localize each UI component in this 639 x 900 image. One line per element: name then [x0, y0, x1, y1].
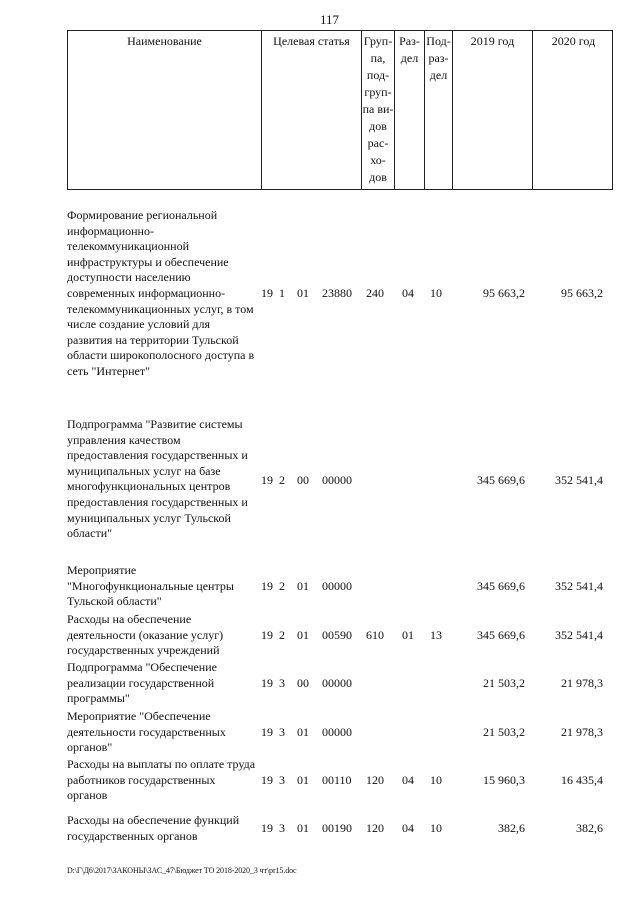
target-event: 01 [297, 725, 309, 739]
target-direction: 23880 [322, 286, 352, 300]
target-subprogram: 1 [279, 286, 285, 300]
target-program: 19 [261, 676, 273, 690]
subsection: 13 [430, 628, 442, 642]
value-2019: 345 669,6 [477, 628, 525, 642]
value-2020: 95 663,2 [561, 286, 603, 300]
header-target-article: Целевая статья [261, 31, 361, 189]
target-subprogram: 3 [279, 725, 285, 739]
target-subprogram: 2 [279, 473, 285, 487]
value-2020: 21 978,3 [561, 725, 603, 739]
target-program: 19 [261, 773, 273, 787]
expense-group: 240 [366, 286, 384, 300]
value-2020: 382,6 [576, 821, 603, 835]
header-name: Наименование [127, 34, 202, 48]
row-name: Мероприятие "Многофункциональные центры Тульской области" [67, 563, 234, 609]
value-2019: 15 960,3 [483, 773, 525, 787]
row-name: Подпрограмма "Развитие системы управления качеством предоставления государственных и муниципальных услуг на базе многофункциональных центров предоставления государственных и муниципальных услуг Тульской области" [67, 417, 248, 541]
target-event: 00 [297, 473, 309, 487]
value-2020: 16 435,4 [561, 773, 603, 787]
target-event: 01 [297, 579, 309, 593]
value-2019: 95 663,2 [483, 286, 525, 300]
target-direction: 00000 [322, 579, 352, 593]
row-name: Расходы на выплаты по оплате труда работников государственных органов [67, 757, 256, 803]
target-direction: 00000 [322, 725, 352, 739]
header-year-2019: 2019 год [452, 31, 532, 189]
subsection: 10 [430, 821, 442, 835]
target-direction: 00590 [322, 628, 352, 642]
row-name: Подпрограмма "Обеспечение реализации государственной программы" [67, 660, 217, 706]
target-program: 19 [261, 473, 273, 487]
target-program: 19 [261, 628, 273, 642]
section: 04 [402, 821, 414, 835]
target-event: 00 [297, 676, 309, 690]
target-program: 19 [261, 579, 273, 593]
page-number: 117 [320, 12, 340, 27]
header-year-2020: 2020 год [532, 31, 614, 189]
value-2019: 382,6 [498, 821, 525, 835]
value-2019: 345 669,6 [477, 473, 525, 487]
target-program: 19 [261, 725, 273, 739]
target-direction: 00110 [322, 773, 352, 787]
row-name: Формирование региональной информационно-телекоммуникационной инфраструктуры и обеспечение доступности населению современных информационно-телекоммуникационных услуг, в том числе создание условий для развития на территории Тульской области широкополосного доступа в сеть "Интернет" [67, 208, 255, 378]
target-subprogram: 3 [279, 676, 285, 690]
header-section: Раз- дел [394, 31, 424, 189]
target-program: 19 [261, 286, 273, 300]
target-event: 01 [297, 773, 309, 787]
target-program: 19 [261, 821, 273, 835]
value-2020: 352 541,4 [555, 628, 603, 642]
target-subprogram: 2 [279, 579, 285, 593]
target-event: 01 [297, 286, 309, 300]
header-expense-group: Груп- па, под- груп- па ви- дов рас- хо- дов [361, 31, 394, 189]
target-direction: 00000 [322, 676, 352, 690]
target-subprogram: 3 [279, 821, 285, 835]
subsection: 10 [430, 286, 442, 300]
target-event: 01 [297, 821, 309, 835]
subsection: 10 [430, 773, 442, 787]
target-event: 01 [297, 628, 309, 642]
target-subprogram: 2 [279, 628, 285, 642]
target-direction: 00000 [322, 473, 352, 487]
header-subsection: Под- раз- дел [424, 31, 452, 189]
row-name: Мероприятие "Обеспечение деятельности государственных органов" [67, 709, 226, 755]
target-subprogram: 3 [279, 773, 285, 787]
section: 04 [402, 286, 414, 300]
expense-group: 610 [366, 628, 384, 642]
row-name: Расходы на обеспечение деятельности (оказание услуг) государственных учреждений [67, 612, 224, 658]
value-2019: 21 503,2 [483, 725, 525, 739]
target-direction: 00190 [322, 821, 352, 835]
value-2019: 345 669,6 [477, 579, 525, 593]
value-2020: 352 541,4 [555, 579, 603, 593]
expense-group: 120 [366, 773, 384, 787]
value-2019: 21 503,2 [483, 676, 525, 690]
row-name: Расходы на обеспечение функций государственных органов [67, 813, 240, 843]
expense-group: 120 [366, 821, 384, 835]
value-2020: 352 541,4 [555, 473, 603, 487]
file-path-footer: D:\Г\Д6\2017\ЗАКОНЫ\ЗАС_47\Бюджет ТО 2018-2020_3 чт\pr15.doc [67, 866, 297, 875]
table-header [67, 30, 613, 190]
section: 04 [402, 773, 414, 787]
value-2020: 21 978,3 [561, 676, 603, 690]
section: 01 [402, 628, 414, 642]
